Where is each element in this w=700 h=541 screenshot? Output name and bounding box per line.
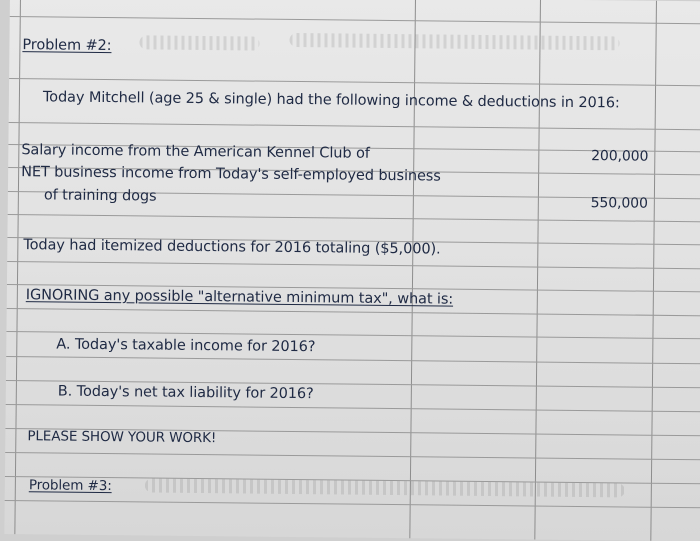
business-income-label-line1: NET business income from Today's self-employed business bbox=[21, 164, 441, 185]
ignoring-amt-instruction: IGNORING any possible "alternative minimum tax", what is: bbox=[25, 287, 454, 308]
row-rule bbox=[7, 308, 700, 316]
problem-2-intro: Today Mitchell (age 25 & single) had the following income & deductions in 2016: bbox=[42, 89, 620, 112]
salary-income-value: 200,000 bbox=[591, 148, 649, 165]
column-rule-left bbox=[14, 0, 21, 534]
row-rule bbox=[7, 261, 700, 269]
question-b: B. Today's net tax liability for 2016? bbox=[57, 383, 314, 403]
salary-income-label: Salary income from the American Kennel Club of bbox=[21, 142, 370, 162]
business-income-value: 550,000 bbox=[590, 195, 648, 212]
worksheet-page bbox=[4, 0, 700, 541]
column-rule-1 bbox=[409, 0, 416, 538]
row-rule bbox=[8, 214, 700, 222]
problem-2-heading: Problem #2: bbox=[22, 37, 112, 55]
row-rule bbox=[5, 452, 700, 460]
itemized-deductions-text: Today had itemized deductions for 2016 totaling ($5,000). bbox=[23, 237, 441, 258]
row-rule bbox=[9, 78, 700, 86]
copy-noise bbox=[139, 35, 259, 50]
problem-3-heading: Problem #3: bbox=[28, 477, 112, 495]
row-rule bbox=[6, 356, 700, 364]
show-work-instruction: PLEASE SHOW YOUR WORK! bbox=[27, 428, 217, 447]
row-rule bbox=[10, 16, 700, 24]
business-income-label-line2: of training dogs bbox=[43, 187, 157, 205]
row-rule bbox=[5, 500, 700, 508]
row-rule bbox=[9, 122, 700, 130]
row-rule bbox=[6, 404, 700, 412]
question-a: A. Today's taxable income for 2016? bbox=[56, 336, 316, 356]
copy-noise bbox=[289, 33, 619, 50]
column-rule-2 bbox=[534, 0, 541, 540]
